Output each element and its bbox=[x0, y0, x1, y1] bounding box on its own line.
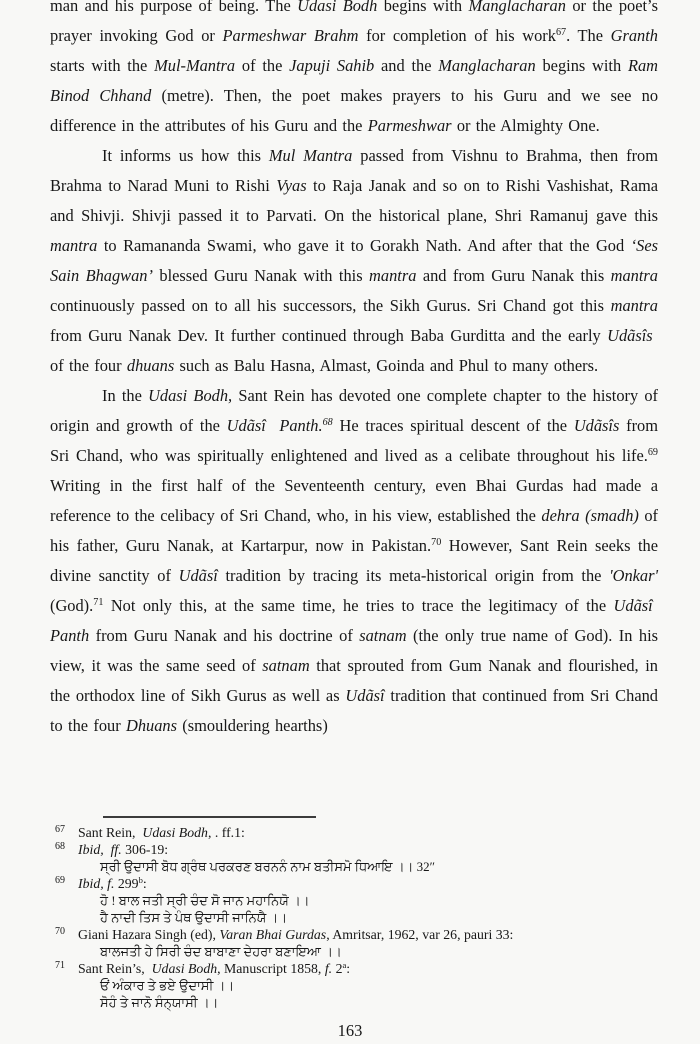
footnote-text: Giani Hazara Singh (ed), Varan Bhai Gurdas, Amritsar, 1962, var 26, pauri 33: bbox=[78, 927, 514, 942]
footnote-gurmukhi-line: ਹੋ ! ਬਾਲ ਜਤੀ ਸ੍ਰੀ ਚੰਦ ਸੋ ਜਾਨ ਮਹਾਨਿਯੋ ।। bbox=[100, 893, 310, 908]
footnote-gurmukhi-line: ਹੈ ਨਾਦੀ ਤਿਸ ਤੇ ਪੰਥ ਉਦਾਸੀ ਜਾਨਿਯੈ ।। bbox=[100, 910, 288, 925]
footnote-text: Ibid, ff. 306-19: bbox=[78, 842, 169, 857]
footnote-separator bbox=[103, 816, 316, 818]
footnote bbox=[0, 960, 660, 977]
body-paragraphs bbox=[50, 0, 658, 741]
footnote-text: Ibid, f. 299$^b$: bbox=[78, 875, 147, 891]
footnote-text: Sant Rein, Udasi Bodh, . ff.1: bbox=[78, 825, 245, 840]
footnote-gurmukhi-line: ਓਂ ਅੰਕਾਰ ਤੇ ਭਏ ਉਦਾਸੀ ।। bbox=[100, 978, 235, 993]
footnote-gurmukhi-line: ਸੋਹੰ ਤੇ ਜਾਨੋ ਸੰਨ੍ਯਾਸੀ ।। bbox=[100, 995, 219, 1010]
footnote-number: 71 bbox=[55, 960, 65, 971]
footnote bbox=[0, 841, 660, 858]
footnote-gurmukhi-line: ਸ੍ਰੀ ਉਦਾਸੀ ਬੋਧ ਗ੍ਰੰਥ ਪਰਕਰਣ ਬਰਨਨੰ ਨਾਮ ਬਤੀਸਮੋ ਧਿਆਇ ।। 32″ bbox=[100, 859, 436, 874]
page-number: 163 bbox=[337, 1021, 363, 1040]
paragraph: man and his purpose of being. The Udasi Bodh begins with Manglacharan or the poet’s prayer invoking God or Parmeshwar Brahm for completion of his work$^{67}$. The Granth starts with the Mul-Mantra of the Japuji Sahib and the Manglacharan begins with Ram Binod Chhand (metre). Then, the poet makes prayers to his Guru and we see no difference in the attributes of his Guru and the Parmeshwar or the Almighty One. bbox=[50, 0, 659, 135]
footnote bbox=[0, 926, 660, 943]
footnote-number: 68 bbox=[55, 841, 65, 852]
footnotes-list bbox=[0, 824, 660, 1011]
footnote-number: 70 bbox=[55, 926, 65, 937]
footnote-gurmukhi-line: ਬਾਲਜਤੀ ਹੇ ਸਿਰੀ ਚੰਦ ਬਾਬਾਣਾ ਦੇਹਰਾ ਬਣਾਇਆ ।। bbox=[100, 944, 342, 959]
footnote-text: Sant Rein’s, Udasi Bodh, Manuscript 1858, f. 2$^a$: bbox=[78, 960, 351, 976]
footnote-number: 69 bbox=[55, 875, 65, 886]
footnote bbox=[0, 824, 660, 841]
footnote-number: 67 bbox=[55, 824, 65, 835]
paragraph: It informs us how this Mul Mantra passed from Vishnu to Brahma, then from Brahma to Narad Muni to Rishi Vyas to Raja Janak and so on to Rishi Vashishat, Rama and Shivji. Shivji passed it to Parvati. On the historical plane, Shri Ramanuj gave this mantra to Ramananda Swami, who gave it to Gorakh Nath. And after that the God ‘Ses Sain Bhagwan’ blessed Guru Nanak with this mantra and from Guru Nanak this mantra continuously passed on to all his successors, the Sikh Gurus. Sri Chand got this mantra from Guru Nanak Dev. It further continued through Baba Gurditta and the early Udãsîs of the four dhuans such as Balu Hasna, Almast, Goinda and Phul to many others. bbox=[50, 146, 659, 375]
footnote bbox=[0, 875, 660, 892]
paragraph: In the Udasi Bodh, Sant Rein has devoted one complete chapter to the history of origin and growth of the Udãsî Panth.$^{68}$ He traces spiritual descent of the Udãsîs from Sri Chand, who was spiritually enlightened and lived as a celibate throughout his life.$^{69}$ Writing in the first half of the Seventeenth century, even Bhai Gurdas had made a reference to the celibacy of Sri Chand, who, in his view, established the dehra (smadh) of his father, Guru Nanak, at Kartarpur, now in Pakistan.$^{70}$ However, Sant Rein seeks the divine sanctity of Udãsî tradition by tracing its meta-historical origin from the 'Onkar' (God).$^{71}$ Not only this, at the same time, he tries to trace the legitimacy of the Udãsî Panth from Guru Nanak and his doctrine of satnam (the only true name of God). In his view, it was the same seed of satnam that sprouted from Gum Nanak and flourished, in the orthodox line of Sikh Gurus as well as Udãsî tradition that continued from Sri Chand to the four Dhuans (smouldering hearths) bbox=[50, 386, 659, 735]
